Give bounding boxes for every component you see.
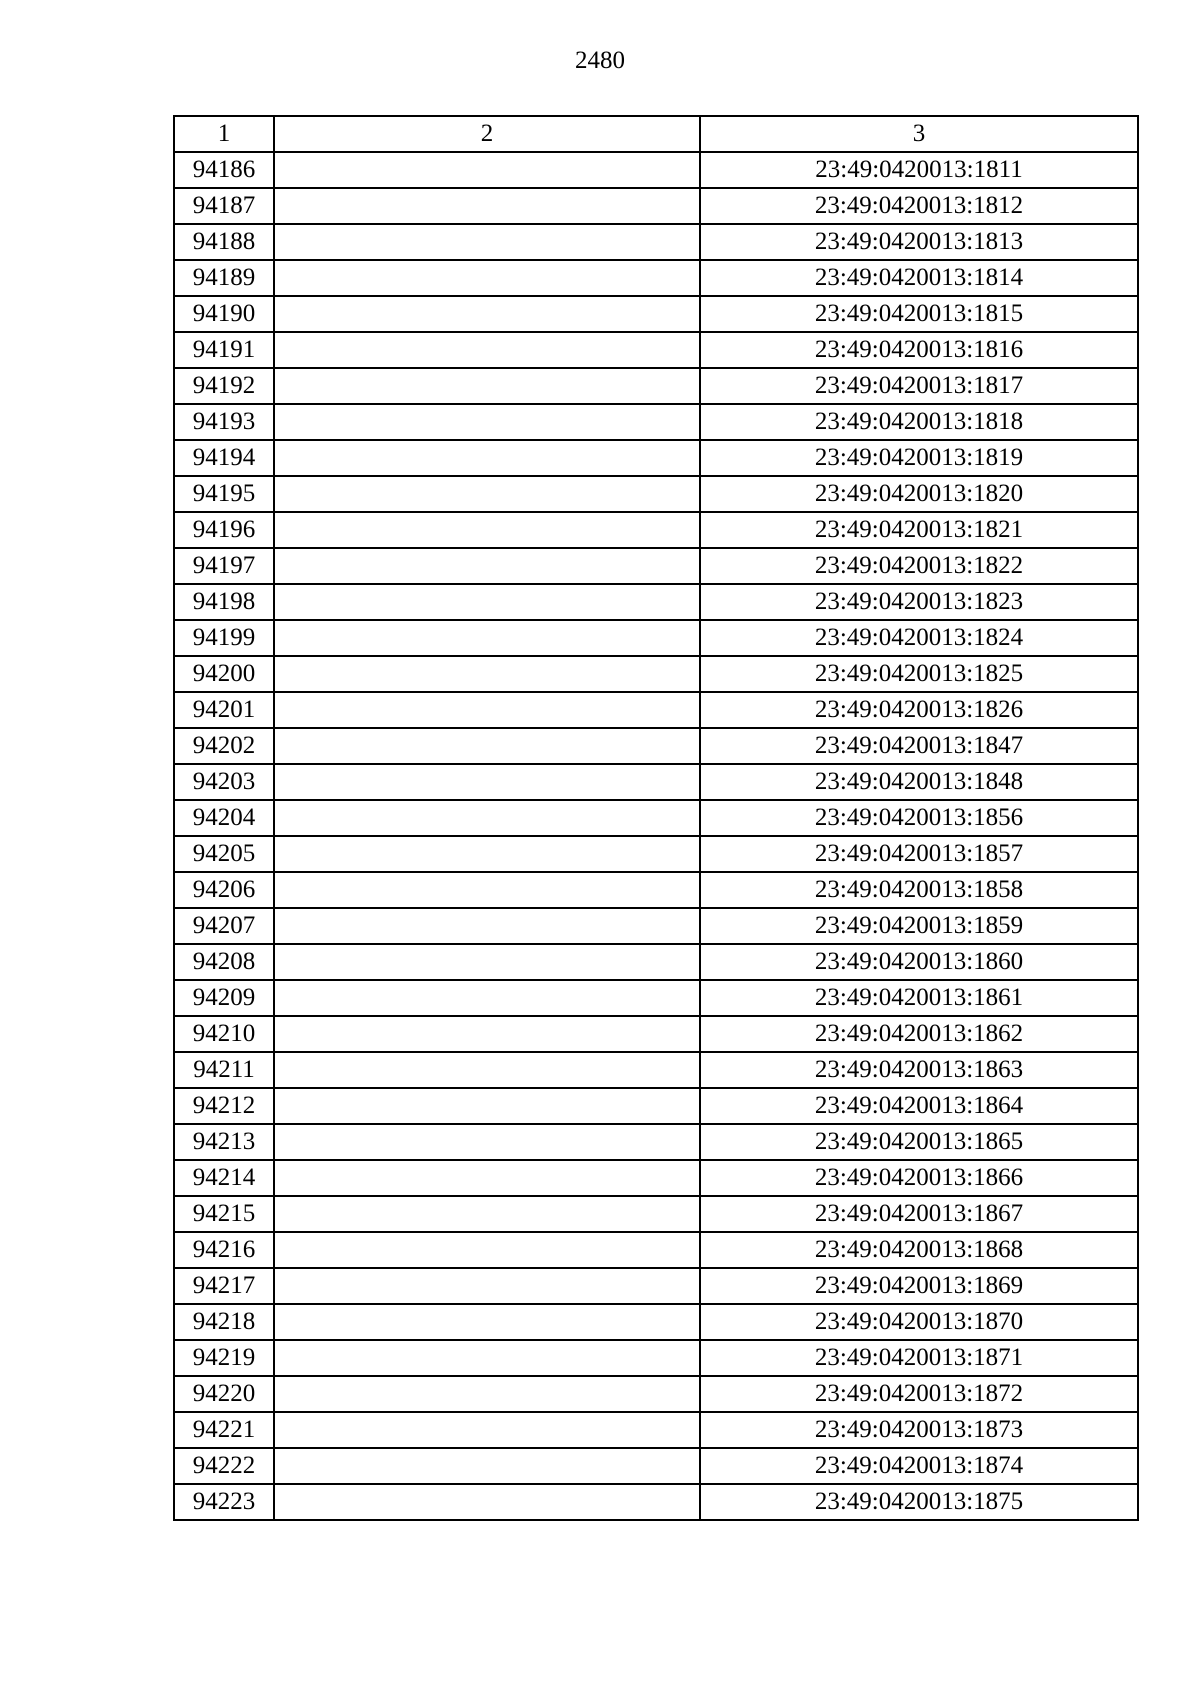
cadastral-number-cell: 23:49:0420013:1863	[700, 1052, 1138, 1088]
row-name-cell	[274, 584, 700, 620]
row-name-cell	[274, 1016, 700, 1052]
cadastral-number-cell: 23:49:0420013:1856	[700, 800, 1138, 836]
table-row	[174, 944, 1138, 980]
table-row	[174, 1484, 1138, 1520]
row-number-cell: 94208	[174, 944, 274, 980]
row-name-cell	[274, 1124, 700, 1160]
row-name-cell	[274, 1160, 700, 1196]
row-number-cell: 94200	[174, 656, 274, 692]
row-number-cell: 94198	[174, 584, 274, 620]
cadastral-number-cell: 23:49:0420013:1866	[700, 1160, 1138, 1196]
cadastral-number-cell: 23:49:0420013:1816	[700, 332, 1138, 368]
cadastral-number-cell: 23:49:0420013:1872	[700, 1376, 1138, 1412]
cadastral-number-cell: 23:49:0420013:1819	[700, 440, 1138, 476]
cadastral-number-cell: 23:49:0420013:1870	[700, 1304, 1138, 1340]
row-name-cell	[274, 1448, 700, 1484]
cadastral-number-cell: 23:49:0420013:1867	[700, 1196, 1138, 1232]
table-row	[174, 188, 1138, 224]
row-number-cell: 94206	[174, 872, 274, 908]
row-name-cell	[274, 332, 700, 368]
cadastral-number-cell: 23:49:0420013:1875	[700, 1484, 1138, 1520]
table-row	[174, 296, 1138, 332]
row-name-cell	[274, 1340, 700, 1376]
table-row	[174, 728, 1138, 764]
column-header-3: 3	[700, 116, 1138, 152]
table-row	[174, 1160, 1138, 1196]
row-number-cell: 94190	[174, 296, 274, 332]
table-row	[174, 512, 1138, 548]
row-number-cell: 94215	[174, 1196, 274, 1232]
table-row	[174, 260, 1138, 296]
row-number-cell: 94191	[174, 332, 274, 368]
table-row	[174, 1196, 1138, 1232]
table-row	[174, 332, 1138, 368]
table-row	[174, 1232, 1138, 1268]
row-name-cell	[274, 1484, 700, 1520]
cadastral-number-cell: 23:49:0420013:1820	[700, 476, 1138, 512]
row-number-cell: 94211	[174, 1052, 274, 1088]
row-name-cell	[274, 980, 700, 1016]
cadastral-number-cell: 23:49:0420013:1864	[700, 1088, 1138, 1124]
table-row	[174, 764, 1138, 800]
cadastral-number-cell: 23:49:0420013:1815	[700, 296, 1138, 332]
cadastral-number-cell: 23:49:0420013:1860	[700, 944, 1138, 980]
table-row	[174, 404, 1138, 440]
row-name-cell	[274, 512, 700, 548]
table-row	[174, 440, 1138, 476]
cadastral-number-cell: 23:49:0420013:1823	[700, 584, 1138, 620]
row-number-cell: 94193	[174, 404, 274, 440]
row-name-cell	[274, 656, 700, 692]
row-name-cell	[274, 152, 700, 188]
row-number-cell: 94192	[174, 368, 274, 404]
cadastral-number-cell: 23:49:0420013:1848	[700, 764, 1138, 800]
row-name-cell	[274, 836, 700, 872]
cadastral-number-cell: 23:49:0420013:1812	[700, 188, 1138, 224]
row-name-cell	[274, 800, 700, 836]
row-name-cell	[274, 404, 700, 440]
table-row	[174, 692, 1138, 728]
row-number-cell: 94186	[174, 152, 274, 188]
table-row	[174, 1268, 1138, 1304]
table-row	[174, 368, 1138, 404]
row-name-cell	[274, 1376, 700, 1412]
row-number-cell: 94212	[174, 1088, 274, 1124]
row-name-cell	[274, 476, 700, 512]
table-row	[174, 476, 1138, 512]
row-number-cell: 94205	[174, 836, 274, 872]
row-name-cell	[274, 296, 700, 332]
cadastral-number-cell: 23:49:0420013:1813	[700, 224, 1138, 260]
row-name-cell	[274, 728, 700, 764]
table-row	[174, 584, 1138, 620]
row-name-cell	[274, 440, 700, 476]
row-number-cell: 94214	[174, 1160, 274, 1196]
row-number-cell: 94188	[174, 224, 274, 260]
row-number-cell: 94189	[174, 260, 274, 296]
cadastral-number-cell: 23:49:0420013:1847	[700, 728, 1138, 764]
row-name-cell	[274, 692, 700, 728]
row-number-cell: 94219	[174, 1340, 274, 1376]
cadastral-number-cell: 23:49:0420013:1811	[700, 152, 1138, 188]
row-name-cell	[274, 368, 700, 404]
table-row	[174, 1016, 1138, 1052]
page-number: 2480	[575, 47, 625, 74]
row-number-cell: 94221	[174, 1412, 274, 1448]
row-number-cell: 94223	[174, 1484, 274, 1520]
cadastral-number-cell: 23:49:0420013:1814	[700, 260, 1138, 296]
row-number-cell: 94202	[174, 728, 274, 764]
row-name-cell	[274, 1088, 700, 1124]
table-row	[174, 1412, 1138, 1448]
registry-table	[173, 115, 1139, 1521]
row-number-cell: 94218	[174, 1304, 274, 1340]
row-number-cell: 94222	[174, 1448, 274, 1484]
row-number-cell: 94204	[174, 800, 274, 836]
cadastral-number-cell: 23:49:0420013:1865	[700, 1124, 1138, 1160]
column-header-1: 1	[174, 116, 274, 152]
cadastral-number-cell: 23:49:0420013:1817	[700, 368, 1138, 404]
cadastral-number-cell: 23:49:0420013:1821	[700, 512, 1138, 548]
table-row	[174, 980, 1138, 1016]
cadastral-number-cell: 23:49:0420013:1818	[700, 404, 1138, 440]
table-row	[174, 1088, 1138, 1124]
row-name-cell	[274, 260, 700, 296]
table-row	[174, 836, 1138, 872]
cadastral-number-cell: 23:49:0420013:1824	[700, 620, 1138, 656]
row-name-cell	[274, 1268, 700, 1304]
row-name-cell	[274, 1232, 700, 1268]
column-header-2: 2	[274, 116, 700, 152]
table-row	[174, 1340, 1138, 1376]
table-row	[174, 548, 1138, 584]
cadastral-number-cell: 23:49:0420013:1861	[700, 980, 1138, 1016]
table-row	[174, 1376, 1138, 1412]
cadastral-number-cell: 23:49:0420013:1869	[700, 1268, 1138, 1304]
row-name-cell	[274, 224, 700, 260]
table-row	[174, 620, 1138, 656]
table-row	[174, 908, 1138, 944]
row-name-cell	[274, 620, 700, 656]
row-name-cell	[274, 908, 700, 944]
row-name-cell	[274, 1304, 700, 1340]
cadastral-number-cell: 23:49:0420013:1862	[700, 1016, 1138, 1052]
row-number-cell: 94217	[174, 1268, 274, 1304]
cadastral-number-cell: 23:49:0420013:1874	[700, 1448, 1138, 1484]
table-row	[174, 1052, 1138, 1088]
row-number-cell: 94210	[174, 1016, 274, 1052]
cadastral-number-cell: 23:49:0420013:1871	[700, 1340, 1138, 1376]
row-name-cell	[274, 548, 700, 584]
row-name-cell	[274, 764, 700, 800]
table-row	[174, 800, 1138, 836]
row-number-cell: 94197	[174, 548, 274, 584]
table-header	[174, 116, 1138, 152]
row-number-cell: 94216	[174, 1232, 274, 1268]
row-number-cell: 94194	[174, 440, 274, 476]
row-number-cell: 94213	[174, 1124, 274, 1160]
table-row	[174, 1124, 1138, 1160]
cadastral-number-cell: 23:49:0420013:1857	[700, 836, 1138, 872]
table-row	[174, 872, 1138, 908]
row-name-cell	[274, 188, 700, 224]
table-row	[174, 1448, 1138, 1484]
cadastral-number-cell: 23:49:0420013:1859	[700, 908, 1138, 944]
table-row	[174, 1304, 1138, 1340]
cadastral-number-cell: 23:49:0420013:1825	[700, 656, 1138, 692]
cadastral-number-cell: 23:49:0420013:1868	[700, 1232, 1138, 1268]
row-number-cell: 94187	[174, 188, 274, 224]
row-number-cell: 94203	[174, 764, 274, 800]
row-number-cell: 94207	[174, 908, 274, 944]
table-row	[174, 656, 1138, 692]
row-name-cell	[274, 872, 700, 908]
cadastral-number-cell: 23:49:0420013:1873	[700, 1412, 1138, 1448]
table-body	[174, 152, 1138, 1520]
row-name-cell	[274, 1412, 700, 1448]
row-number-cell: 94209	[174, 980, 274, 1016]
row-number-cell: 94195	[174, 476, 274, 512]
cadastral-number-cell: 23:49:0420013:1858	[700, 872, 1138, 908]
header-row	[174, 116, 1138, 152]
table-row	[174, 152, 1138, 188]
cadastral-number-cell: 23:49:0420013:1822	[700, 548, 1138, 584]
row-name-cell	[274, 1196, 700, 1232]
row-number-cell: 94201	[174, 692, 274, 728]
row-name-cell	[274, 944, 700, 980]
row-number-cell: 94196	[174, 512, 274, 548]
cadastral-number-cell: 23:49:0420013:1826	[700, 692, 1138, 728]
row-name-cell	[274, 1052, 700, 1088]
row-number-cell: 94199	[174, 620, 274, 656]
row-number-cell: 94220	[174, 1376, 274, 1412]
table-row	[174, 224, 1138, 260]
